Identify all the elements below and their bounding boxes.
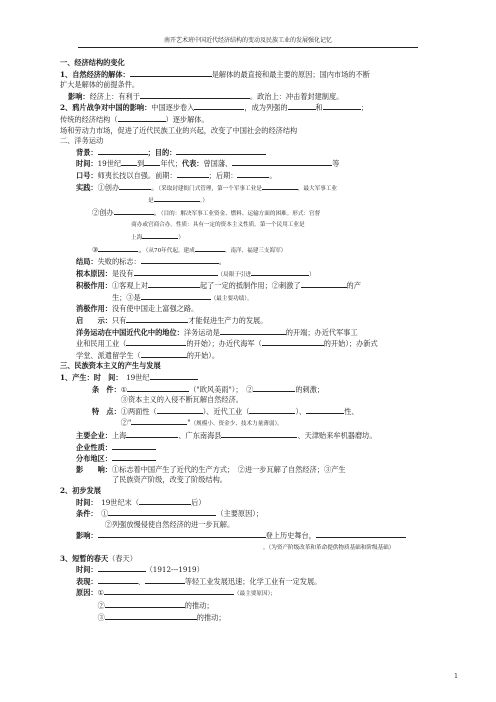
text-segment: 。 xyxy=(269,170,277,180)
text-segment: 19世纪 xyxy=(97,159,122,169)
fill-in-blank xyxy=(98,147,148,155)
text-segment: ） xyxy=(309,271,315,278)
text-segment: 2、初步发展 xyxy=(60,485,101,495)
text-segment: 起了一定的抵制作用；②刺激了 xyxy=(199,281,301,291)
text-segment: 一、经济结构的变化 xyxy=(60,58,125,67)
fill-in-blank xyxy=(126,338,186,346)
fill-in-blank xyxy=(232,158,332,166)
text-segment: ，成为列强的 xyxy=(244,103,288,113)
fill-in-blank xyxy=(140,91,250,99)
document-line xyxy=(60,508,442,520)
text-segment: 结局： xyxy=(76,257,98,267)
fill-in-blank xyxy=(301,280,347,288)
document-line xyxy=(60,304,442,315)
text-segment: ③资本主义的入侵不断瓦解自然经济。 xyxy=(92,395,243,405)
document-line xyxy=(60,69,442,81)
document-line xyxy=(60,465,442,476)
text-segment: 的刺激； xyxy=(295,384,325,394)
text-segment: 、广东南海县 xyxy=(178,431,222,440)
text-segment: 、南洋、福建三支海军） xyxy=(224,247,287,254)
text-segment: 。 xyxy=(138,244,146,254)
text-segment: ③ xyxy=(92,244,99,254)
text-segment: （春天） xyxy=(108,553,137,563)
document-line xyxy=(60,207,442,220)
text-segment: ② xyxy=(76,600,105,610)
text-segment: ① xyxy=(120,384,128,394)
document-line xyxy=(60,564,442,576)
fill-in-blank xyxy=(237,170,269,178)
fill-in-blank xyxy=(104,587,234,595)
document-line xyxy=(60,114,442,126)
document-line xyxy=(60,147,442,159)
document-line xyxy=(60,315,442,327)
text-segment: 等轻工业发展迅速；化学工业有一定发展。 xyxy=(184,576,322,586)
fill-in-blank xyxy=(98,244,138,252)
document-body xyxy=(60,58,442,623)
text-segment: ① xyxy=(93,509,109,519)
text-segment: ①标志着中国产生了近代的生产方式； ②进一步瓦解了自然经济；③产生 xyxy=(111,464,346,474)
text-segment: 只有 xyxy=(111,316,127,326)
document-line xyxy=(60,244,442,257)
document-line xyxy=(60,327,442,339)
text-segment: 上海 xyxy=(111,431,127,440)
fill-in-blank xyxy=(126,430,178,438)
text-segment: 到 xyxy=(137,159,145,169)
text-segment: 商办或官商合办。性质：具有一定的资本主义性质。第一个民用工业是 xyxy=(92,222,305,229)
text-segment: 口号： xyxy=(76,170,98,180)
text-segment: 年代； xyxy=(160,159,182,169)
text-segment: （局限于引进 xyxy=(217,271,252,278)
text-segment: 影响： xyxy=(76,531,98,541)
fill-in-blank xyxy=(148,280,200,288)
text-segment: 了民族资产阶级，改变了阶级结构。 xyxy=(76,475,227,485)
text-segment: 分布地区： xyxy=(76,454,112,464)
text-segment: 19世纪末（ xyxy=(93,497,140,507)
text-segment: 消极作用： xyxy=(76,304,112,314)
document-line xyxy=(60,158,442,170)
document-line xyxy=(60,520,442,531)
document-line xyxy=(60,170,442,182)
document-line xyxy=(60,136,442,147)
text-segment: 。 xyxy=(218,257,226,267)
document-line xyxy=(60,361,442,372)
text-segment: 影 响： xyxy=(76,464,112,474)
text-segment: 的开始）；办新式 xyxy=(323,339,378,349)
fill-in-blank xyxy=(251,268,309,276)
text-segment: 洋务运动在中国近代化中的地位： xyxy=(76,327,184,337)
document-line xyxy=(60,91,442,103)
document-line xyxy=(60,384,442,396)
text-segment: 的推动； xyxy=(184,600,214,610)
text-segment: ，最大军事工业 xyxy=(297,185,338,192)
text-segment: ③ xyxy=(76,612,105,622)
document-line xyxy=(60,497,442,509)
text-segment: 代表： xyxy=(181,159,204,169)
document-line xyxy=(60,486,442,497)
text-segment: 积极作用： xyxy=(76,281,112,291)
text-segment: 和 xyxy=(315,103,323,113)
document-line xyxy=(60,182,442,195)
fill-in-blank xyxy=(145,576,185,584)
text-segment: 表现： xyxy=(76,576,98,586)
text-segment: 。） xyxy=(199,198,208,205)
text-segment: 后） xyxy=(191,497,206,507)
text-segment: ）、近代工业（ xyxy=(202,406,250,416)
text-segment: 场和劳动力市场，促进了近代民族工业的兴起，改变了中国社会的经济结构 xyxy=(60,125,298,135)
text-segment: 是解体的最直接和最主要的原因；国内市场的不断 xyxy=(211,69,370,79)
text-segment: 时间： xyxy=(76,565,98,575)
text-segment: 是 xyxy=(92,198,154,205)
document-line xyxy=(60,280,442,292)
fill-in-blank xyxy=(98,576,138,584)
fill-in-blank xyxy=(127,384,189,392)
text-segment: 学堂、派遣留学生（ xyxy=(76,350,141,360)
fill-in-blank xyxy=(105,600,185,608)
text-segment: ）逐步解体。 xyxy=(165,114,209,124)
document-line xyxy=(60,194,442,207)
fill-in-blank xyxy=(118,114,166,122)
fill-in-blank xyxy=(220,327,286,335)
fill-in-blank xyxy=(323,102,361,110)
text-segment: 等 xyxy=(332,159,340,169)
text-segment: 实践： xyxy=(76,182,98,192)
document-line xyxy=(60,576,442,588)
text-segment xyxy=(76,542,263,551)
text-segment: 时间： xyxy=(76,159,98,169)
fill-in-blank xyxy=(114,207,154,215)
fill-in-blank xyxy=(142,231,178,239)
text-segment: 二、洋务运动 xyxy=(60,136,104,146)
fill-in-blank xyxy=(262,338,324,346)
text-segment: ；目的： xyxy=(147,147,177,157)
text-segment: 的开端；办近代军事工 xyxy=(285,327,358,337)
document-line xyxy=(60,338,442,350)
text-segment: 没有使中国走上富强之路。 xyxy=(111,304,199,314)
document-line xyxy=(60,453,442,465)
document-line xyxy=(60,600,442,612)
document-line xyxy=(60,292,442,305)
text-segment: （规模小、资金少、技术力量薄弱）。 xyxy=(190,421,283,428)
text-segment: 的开始）；办近代海军（ xyxy=(186,339,262,349)
text-segment: ；后期： xyxy=(208,170,238,180)
fill-in-blank xyxy=(130,69,212,77)
text-segment: （主要原因）； xyxy=(216,509,264,519)
text-segment: ①创办 xyxy=(97,182,120,192)
page-header xyxy=(78,37,418,48)
fill-in-blank xyxy=(121,158,137,166)
fill-in-blank xyxy=(253,384,295,392)
fill-in-blank xyxy=(157,406,203,414)
text-segment: 特 点： xyxy=(92,406,121,416)
text-segment: 中国逐步卷入 xyxy=(151,103,195,113)
text-segment: （最主要功绩）。 xyxy=(210,295,253,302)
text-segment: 、天津贻来牟机器磨坊。 xyxy=(297,431,377,440)
fill-in-blank xyxy=(195,244,225,252)
text-segment: 19世纪 xyxy=(118,373,150,383)
document-line xyxy=(60,395,442,406)
fill-in-blank xyxy=(306,406,344,414)
document-line xyxy=(60,530,442,542)
text-segment: 条件： xyxy=(76,509,94,519)
fill-in-blank xyxy=(119,182,151,190)
text-segment: " xyxy=(187,418,191,428)
text-segment: 生；③是 xyxy=(76,292,141,302)
document-line xyxy=(60,268,442,281)
text-segment: ②列强放慢侵使自然经济的进一步瓦解。 xyxy=(76,519,235,529)
fill-in-blank xyxy=(176,147,266,155)
text-segment: ） xyxy=(178,234,184,241)
text-segment: （"欧风美雨"）； ② xyxy=(189,384,254,394)
text-segment: （从70年代起，建成 xyxy=(145,247,195,254)
text-segment: （最主要原因）； xyxy=(234,591,276,598)
text-segment: （采取封建衙门式管理，第一个军事工业是 xyxy=(158,185,262,192)
document-line xyxy=(60,417,442,430)
document-line xyxy=(60,126,442,137)
fill-in-blank xyxy=(177,170,209,178)
text-segment: 曾国藩、 xyxy=(203,159,233,169)
text-segment: 条 件： xyxy=(92,384,121,394)
text-segment: 的产 xyxy=(346,281,361,291)
fill-in-blank xyxy=(98,530,266,538)
fill-in-blank xyxy=(221,430,297,438)
text-segment: 上海 xyxy=(92,234,143,241)
fill-in-blank xyxy=(98,564,146,572)
text-segment: （目的：解决军事工业资金、燃料、运输方面的困难。形式：官督 xyxy=(160,210,321,217)
text-segment: 扩大是解体的前提条件。 xyxy=(60,80,140,90)
text-segment: 主要企业： xyxy=(76,431,112,440)
fill-in-blank xyxy=(194,102,244,110)
text-segment: 时间： xyxy=(76,497,94,507)
document-line xyxy=(60,430,442,442)
document-line xyxy=(60,475,442,486)
text-segment: 师夷长技以自强。前期： xyxy=(97,170,177,180)
document-line xyxy=(60,554,442,565)
fill-in-blank xyxy=(141,292,211,300)
text-segment: 是没有 xyxy=(111,268,134,278)
fill-in-blank xyxy=(139,497,191,505)
document-line xyxy=(60,58,442,69)
document-line xyxy=(60,542,442,554)
text-segment: 、 xyxy=(137,576,145,586)
text-segment: 。政治上：冲击着封建制度。 xyxy=(249,91,344,101)
text-segment: 根本原因： xyxy=(76,268,112,278)
text-segment: 洋务运动是 xyxy=(183,327,220,337)
text-segment: 2、鸦片战争对中国的影响： xyxy=(60,103,152,113)
text-segment: ； xyxy=(360,103,368,113)
text-segment: 启 示： xyxy=(76,316,112,326)
text-segment: 三、民族资本主义的产生与发展 xyxy=(60,361,161,371)
text-segment: 业和民用工业（ xyxy=(76,339,127,349)
document-line xyxy=(60,372,442,384)
text-segment: 传统的经济结构（ xyxy=(60,114,118,124)
fill-in-blank xyxy=(141,256,219,264)
text-segment: 性、 xyxy=(344,406,359,416)
text-segment: 1、产生：时 间： xyxy=(60,373,119,383)
fill-in-blank xyxy=(316,530,406,538)
text-segment: ②" xyxy=(92,418,132,428)
text-segment: ）、 xyxy=(295,406,307,416)
text-segment: ②创办 xyxy=(92,207,114,217)
text-segment: 经济上：有利于 xyxy=(89,91,140,101)
text-segment: 登上历史舞台， xyxy=(265,531,316,541)
fill-in-blank xyxy=(154,194,200,202)
fill-in-blank xyxy=(141,350,187,358)
text-segment: ①两面性（ xyxy=(120,406,157,416)
document-line xyxy=(60,80,442,91)
text-segment: 。 xyxy=(153,207,161,217)
document-line xyxy=(60,406,442,418)
text-segment: 3、短暂的春天 xyxy=(60,553,109,563)
text-segment: 1、自然经济的解体： xyxy=(60,69,130,79)
fill-in-blank xyxy=(144,158,160,166)
text-segment: 原因： xyxy=(76,588,98,598)
fill-in-blank xyxy=(126,315,188,323)
text-segment: 影响： xyxy=(68,91,90,101)
text-segment: ① xyxy=(97,588,105,598)
page-header-title: 南开艺术班中国近代经济结构的变动及民族工业的发展强化记忆 xyxy=(163,37,332,44)
document-line xyxy=(60,587,442,600)
text-segment: 。（为资产阶级改革和革命提供物质基础和阶级基础） xyxy=(262,544,395,551)
fill-in-blank xyxy=(150,372,198,380)
text-segment: 才能促进生产力的发展。 xyxy=(188,316,268,326)
text-segment: ①客观上对 xyxy=(111,281,148,291)
fill-in-blank xyxy=(262,182,298,190)
document-line xyxy=(60,350,442,362)
text-segment: （1912---1919） xyxy=(145,565,204,575)
text-segment: 的推动； xyxy=(196,612,226,622)
text-segment: 的开始）。 xyxy=(186,350,220,360)
document-line xyxy=(60,231,442,244)
document-line xyxy=(60,442,442,454)
fill-in-blank xyxy=(112,442,156,450)
document-line xyxy=(60,612,442,624)
document-line xyxy=(60,102,442,114)
page-number: 1 xyxy=(454,673,458,680)
fill-in-blank xyxy=(131,417,187,425)
text-segment: 背景： xyxy=(76,147,98,157)
fill-in-blank xyxy=(105,612,197,620)
document-line xyxy=(60,256,442,268)
document-line xyxy=(60,219,442,231)
fill-in-blank xyxy=(249,406,295,414)
text-segment: 失败的标志： xyxy=(97,257,141,267)
fill-in-blank xyxy=(134,268,218,276)
text-segment: 企业性质： xyxy=(76,442,112,452)
fill-in-blank xyxy=(112,453,156,461)
fill-in-blank xyxy=(288,102,316,110)
text-segment: 。 xyxy=(151,182,159,192)
fill-in-blank xyxy=(108,508,216,516)
